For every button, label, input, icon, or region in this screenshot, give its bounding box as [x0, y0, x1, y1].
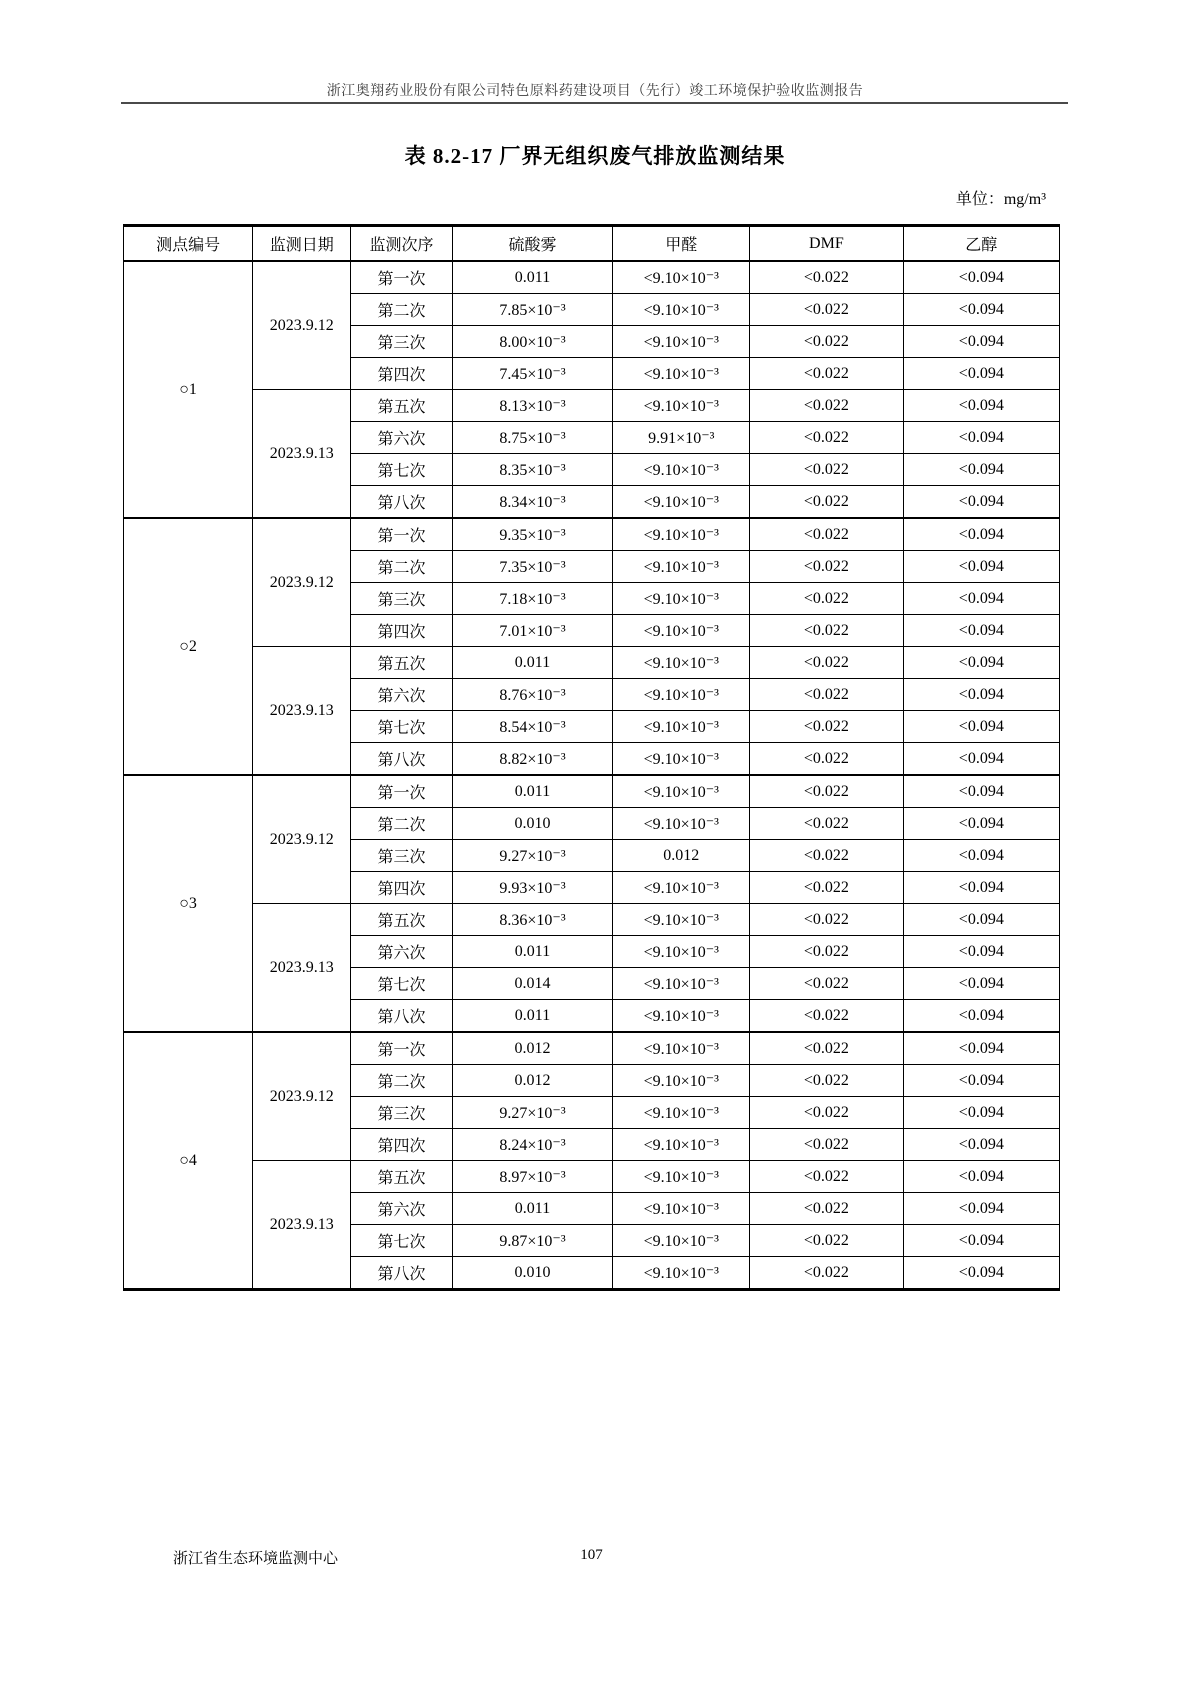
column-header-6: 乙醇 [903, 226, 1059, 262]
table-row [124, 390, 1060, 422]
hcho-value-cell: <9.10×10⁻³ [613, 551, 750, 583]
ethanol-value-cell: <0.094 [903, 647, 1059, 679]
monitoring-point-cell: ○2 [124, 518, 253, 775]
h2so4-value-cell: 8.34×10⁻³ [452, 486, 613, 519]
h2so4-value-cell: 0.014 [452, 968, 613, 1000]
table-row [124, 261, 1060, 294]
dmf-value-cell: <0.022 [750, 422, 904, 454]
hcho-value-cell: <9.10×10⁻³ [613, 1257, 750, 1290]
sequence-cell: 第八次 [351, 1257, 452, 1290]
hcho-value-cell: <9.10×10⁻³ [613, 1129, 750, 1161]
hcho-value-cell: <9.10×10⁻³ [613, 294, 750, 326]
sequence-cell: 第七次 [351, 1225, 452, 1257]
hcho-value-cell: <9.10×10⁻³ [613, 390, 750, 422]
dmf-value-cell: <0.022 [750, 1193, 904, 1225]
sequence-cell: 第三次 [351, 583, 452, 615]
dmf-value-cell: <0.022 [750, 1032, 904, 1065]
ethanol-value-cell: <0.094 [903, 1257, 1059, 1290]
ethanol-value-cell: <0.094 [903, 454, 1059, 486]
sequence-cell: 第五次 [351, 1161, 452, 1193]
sequence-cell: 第一次 [351, 518, 452, 551]
sequence-cell: 第六次 [351, 1193, 452, 1225]
dmf-value-cell: <0.022 [750, 968, 904, 1000]
hcho-value-cell: <9.10×10⁻³ [613, 1065, 750, 1097]
table-row [124, 1032, 1060, 1065]
sequence-cell: 第二次 [351, 294, 452, 326]
table-title: 表 8.2-17 厂界无组织废气排放监测结果 [404, 144, 786, 168]
dmf-value-cell: <0.022 [750, 1000, 904, 1033]
sequence-cell: 第七次 [351, 968, 452, 1000]
monitoring-date-cell: 2023.9.12 [253, 775, 351, 904]
monitoring-date-cell: 2023.9.13 [253, 390, 351, 519]
ethanol-value-cell: <0.094 [903, 326, 1059, 358]
h2so4-value-cell: 8.24×10⁻³ [452, 1129, 613, 1161]
h2so4-value-cell: 0.011 [452, 647, 613, 679]
h2so4-value-cell: 9.35×10⁻³ [452, 518, 613, 551]
h2so4-value-cell: 0.011 [452, 1000, 613, 1033]
sequence-cell: 第四次 [351, 358, 452, 390]
dmf-value-cell: <0.022 [750, 551, 904, 583]
sequence-cell: 第四次 [351, 615, 452, 647]
h2so4-value-cell: 7.01×10⁻³ [452, 615, 613, 647]
dmf-value-cell: <0.022 [750, 294, 904, 326]
column-header-1: 监测日期 [253, 226, 351, 262]
ethanol-value-cell: <0.094 [903, 261, 1059, 294]
h2so4-value-cell: 8.97×10⁻³ [452, 1161, 613, 1193]
hcho-value-cell: <9.10×10⁻³ [613, 1032, 750, 1065]
hcho-value-cell: 9.91×10⁻³ [613, 422, 750, 454]
dmf-value-cell: <0.022 [750, 775, 904, 808]
h2so4-value-cell: 8.75×10⁻³ [452, 422, 613, 454]
dmf-value-cell: <0.022 [750, 486, 904, 519]
monitoring-point-cell: ○4 [124, 1032, 253, 1290]
h2so4-value-cell: 7.18×10⁻³ [452, 583, 613, 615]
h2so4-value-cell: 0.010 [452, 808, 613, 840]
sequence-cell: 第五次 [351, 647, 452, 679]
ethanol-value-cell: <0.094 [903, 390, 1059, 422]
hcho-value-cell: <9.10×10⁻³ [613, 583, 750, 615]
hcho-value-cell: <9.10×10⁻³ [613, 904, 750, 936]
h2so4-value-cell: 8.76×10⁻³ [452, 679, 613, 711]
ethanol-value-cell: <0.094 [903, 518, 1059, 551]
hcho-value-cell: <9.10×10⁻³ [613, 647, 750, 679]
dmf-value-cell: <0.022 [750, 743, 904, 776]
dmf-value-cell: <0.022 [750, 261, 904, 294]
h2so4-value-cell: 8.36×10⁻³ [452, 904, 613, 936]
dmf-value-cell: <0.022 [750, 1097, 904, 1129]
sequence-cell: 第五次 [351, 390, 452, 422]
h2so4-value-cell: 7.45×10⁻³ [452, 358, 613, 390]
hcho-value-cell: <9.10×10⁻³ [613, 518, 750, 551]
h2so4-value-cell: 0.012 [452, 1065, 613, 1097]
hcho-value-cell: 0.012 [613, 840, 750, 872]
hcho-value-cell: <9.10×10⁻³ [613, 261, 750, 294]
ethanol-value-cell: <0.094 [903, 840, 1059, 872]
h2so4-value-cell: 9.87×10⁻³ [452, 1225, 613, 1257]
h2so4-value-cell: 0.011 [452, 775, 613, 808]
h2so4-value-cell: 8.13×10⁻³ [452, 390, 613, 422]
hcho-value-cell: <9.10×10⁻³ [613, 936, 750, 968]
sequence-cell: 第六次 [351, 936, 452, 968]
sequence-cell: 第四次 [351, 872, 452, 904]
dmf-value-cell: <0.022 [750, 518, 904, 551]
sequence-cell: 第八次 [351, 1000, 452, 1033]
column-header-0: 测点编号 [124, 226, 253, 262]
dmf-value-cell: <0.022 [750, 840, 904, 872]
ethanol-value-cell: <0.094 [903, 1000, 1059, 1033]
hcho-value-cell: <9.10×10⁻³ [613, 358, 750, 390]
sequence-cell: 第一次 [351, 775, 452, 808]
ethanol-value-cell: <0.094 [903, 775, 1059, 808]
ethanol-value-cell: <0.094 [903, 358, 1059, 390]
ethanol-value-cell: <0.094 [903, 904, 1059, 936]
monitoring-date-cell: 2023.9.13 [253, 904, 351, 1033]
hcho-value-cell: <9.10×10⁻³ [613, 711, 750, 743]
ethanol-value-cell: <0.094 [903, 1225, 1059, 1257]
monitoring-point-cell: ○3 [124, 775, 253, 1032]
dmf-value-cell: <0.022 [750, 647, 904, 679]
h2so4-value-cell: 7.35×10⁻³ [452, 551, 613, 583]
hcho-value-cell: <9.10×10⁻³ [613, 1225, 750, 1257]
ethanol-value-cell: <0.094 [903, 711, 1059, 743]
ethanol-value-cell: <0.094 [903, 1161, 1059, 1193]
h2so4-value-cell: 0.010 [452, 1257, 613, 1290]
hcho-value-cell: <9.10×10⁻³ [613, 1000, 750, 1033]
h2so4-value-cell: 8.82×10⁻³ [452, 743, 613, 776]
sequence-cell: 第三次 [351, 1097, 452, 1129]
monitoring-point-cell: ○1 [124, 261, 253, 518]
table-header-row [124, 226, 1060, 262]
h2so4-value-cell: 9.27×10⁻³ [452, 840, 613, 872]
dmf-value-cell: <0.022 [750, 904, 904, 936]
hcho-value-cell: <9.10×10⁻³ [613, 1161, 750, 1193]
ethanol-value-cell: <0.094 [903, 1097, 1059, 1129]
hcho-value-cell: <9.10×10⁻³ [613, 326, 750, 358]
h2so4-value-cell: 9.93×10⁻³ [452, 872, 613, 904]
sequence-cell: 第六次 [351, 422, 452, 454]
dmf-value-cell: <0.022 [750, 1161, 904, 1193]
monitoring-date-cell: 2023.9.13 [253, 647, 351, 776]
column-header-2: 监测次序 [351, 226, 452, 262]
table-row [124, 775, 1060, 808]
sequence-cell: 第八次 [351, 743, 452, 776]
hcho-value-cell: <9.10×10⁻³ [613, 486, 750, 519]
dmf-value-cell: <0.022 [750, 1129, 904, 1161]
h2so4-value-cell: 9.27×10⁻³ [452, 1097, 613, 1129]
table-row [124, 518, 1060, 551]
sequence-cell: 第三次 [351, 840, 452, 872]
ethanol-value-cell: <0.094 [903, 1032, 1059, 1065]
hcho-value-cell: <9.10×10⁻³ [613, 1097, 750, 1129]
hcho-value-cell: <9.10×10⁻³ [613, 743, 750, 776]
dmf-value-cell: <0.022 [750, 615, 904, 647]
dmf-value-cell: <0.022 [750, 936, 904, 968]
hcho-value-cell: <9.10×10⁻³ [613, 968, 750, 1000]
ethanol-value-cell: <0.094 [903, 679, 1059, 711]
hcho-value-cell: <9.10×10⁻³ [613, 775, 750, 808]
dmf-value-cell: <0.022 [750, 454, 904, 486]
dmf-value-cell: <0.022 [750, 1225, 904, 1257]
monitoring-table-body [124, 261, 1060, 1290]
footer-organization: 浙江省生态环境监测中心 [173, 1551, 339, 1567]
hcho-value-cell: <9.10×10⁻³ [613, 615, 750, 647]
sequence-cell: 第四次 [351, 1129, 452, 1161]
sequence-cell: 第七次 [351, 454, 452, 486]
ethanol-value-cell: <0.094 [903, 486, 1059, 519]
hcho-value-cell: <9.10×10⁻³ [613, 872, 750, 904]
ethanol-value-cell: <0.094 [903, 1065, 1059, 1097]
h2so4-value-cell: 0.011 [452, 936, 613, 968]
ethanol-value-cell: <0.094 [903, 1129, 1059, 1161]
sequence-cell: 第二次 [351, 551, 452, 583]
ethanol-value-cell: <0.094 [903, 872, 1059, 904]
column-header-3: 硫酸雾 [452, 226, 613, 262]
sequence-cell: 第一次 [351, 261, 452, 294]
page-header-text: 浙江奥翔药业股份有限公司特色原料药建设项目（先行）竣工环境保护验收监测报告 [326, 84, 864, 99]
monitoring-date-cell: 2023.9.12 [253, 518, 351, 647]
ethanol-value-cell: <0.094 [903, 808, 1059, 840]
sequence-cell: 第五次 [351, 904, 452, 936]
ethanol-value-cell: <0.094 [903, 615, 1059, 647]
ethanol-value-cell: <0.094 [903, 551, 1059, 583]
dmf-value-cell: <0.022 [750, 1257, 904, 1290]
monitoring-date-cell: 2023.9.13 [253, 1161, 351, 1290]
hcho-value-cell: <9.10×10⁻³ [613, 454, 750, 486]
sequence-cell: 第二次 [351, 1065, 452, 1097]
ethanol-value-cell: <0.094 [903, 936, 1059, 968]
dmf-value-cell: <0.022 [750, 1065, 904, 1097]
h2so4-value-cell: 8.54×10⁻³ [452, 711, 613, 743]
dmf-value-cell: <0.022 [750, 358, 904, 390]
h2so4-value-cell: 0.012 [452, 1032, 613, 1065]
h2so4-value-cell: 7.85×10⁻³ [452, 294, 613, 326]
header-divider [121, 102, 1068, 104]
dmf-value-cell: <0.022 [750, 808, 904, 840]
monitoring-results-table [123, 224, 1060, 1291]
sequence-cell: 第七次 [351, 711, 452, 743]
ethanol-value-cell: <0.094 [903, 583, 1059, 615]
dmf-value-cell: <0.022 [750, 326, 904, 358]
table-row [124, 904, 1060, 936]
h2so4-value-cell: 8.35×10⁻³ [452, 454, 613, 486]
hcho-value-cell: <9.10×10⁻³ [613, 1193, 750, 1225]
h2so4-value-cell: 0.011 [452, 261, 613, 294]
table-row [124, 1161, 1060, 1193]
dmf-value-cell: <0.022 [750, 872, 904, 904]
dmf-value-cell: <0.022 [750, 583, 904, 615]
ethanol-value-cell: <0.094 [903, 743, 1059, 776]
sequence-cell: 第二次 [351, 808, 452, 840]
monitoring-date-cell: 2023.9.12 [253, 1032, 351, 1161]
unit-label: 单位：mg/m³ [955, 191, 1046, 208]
column-header-4: 甲醛 [613, 226, 750, 262]
monitoring-date-cell: 2023.9.12 [253, 261, 351, 390]
dmf-value-cell: <0.022 [750, 390, 904, 422]
ethanol-value-cell: <0.094 [903, 968, 1059, 1000]
ethanol-value-cell: <0.094 [903, 422, 1059, 454]
ethanol-value-cell: <0.094 [903, 294, 1059, 326]
hcho-value-cell: <9.10×10⁻³ [613, 808, 750, 840]
dmf-value-cell: <0.022 [750, 711, 904, 743]
ethanol-value-cell: <0.094 [903, 1193, 1059, 1225]
sequence-cell: 第一次 [351, 1032, 452, 1065]
sequence-cell: 第六次 [351, 679, 452, 711]
column-header-5: DMF [750, 226, 904, 262]
h2so4-value-cell: 8.00×10⁻³ [452, 326, 613, 358]
h2so4-value-cell: 0.011 [452, 1193, 613, 1225]
table-row [124, 647, 1060, 679]
sequence-cell: 第八次 [351, 486, 452, 519]
hcho-value-cell: <9.10×10⁻³ [613, 679, 750, 711]
sequence-cell: 第三次 [351, 326, 452, 358]
dmf-value-cell: <0.022 [750, 679, 904, 711]
page-number: 107 [580, 1547, 603, 1563]
